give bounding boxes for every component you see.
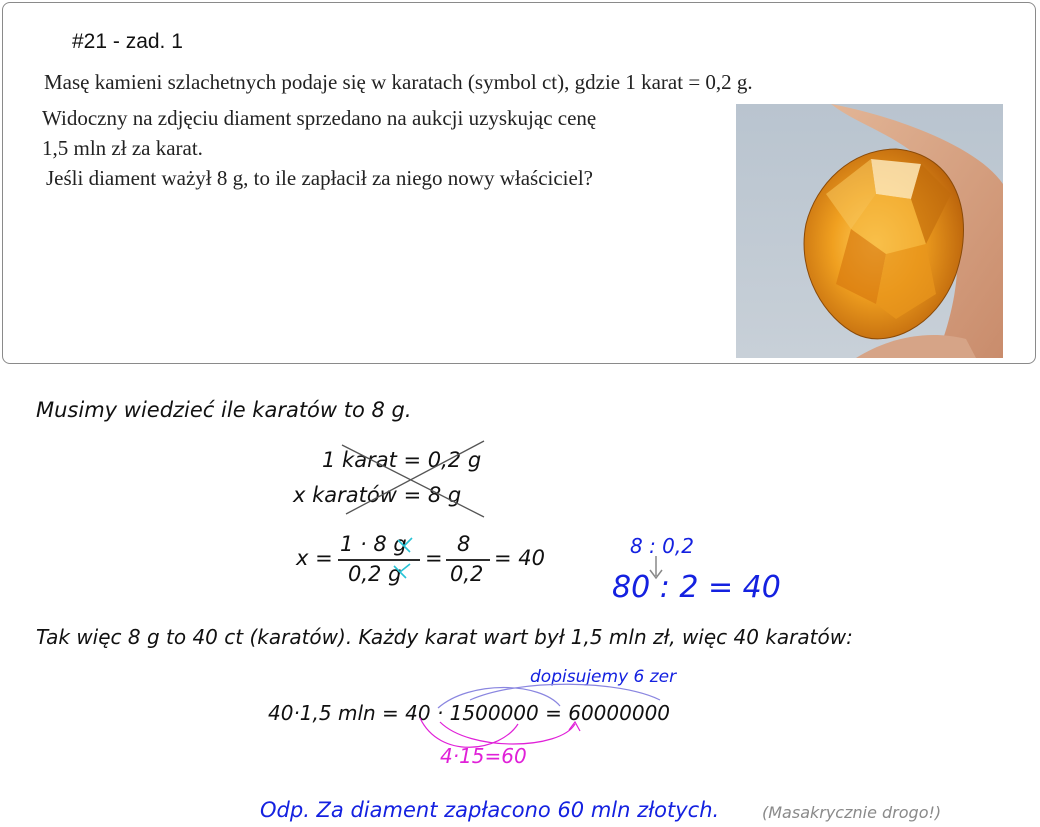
- conclusion-line: Tak więc 8 g to 40 ct (karatów). Każdy karat wart był 1,5 mln zł, więc 40 karatów:: [36, 625, 853, 649]
- note-product: 4·15=60: [440, 744, 527, 768]
- note-six-zeros: dopisujemy 6 zer: [530, 667, 677, 687]
- task-line-4: Jeśli diament ważył 8 g, to ile zapłacił za niego nowy właściciel?: [46, 166, 593, 190]
- side-division-small: 8 : 0,2: [630, 534, 694, 558]
- task-line-2: Widoczny na zdjęciu diament sprzedano na aukcji uzyskując cenę: [42, 106, 597, 130]
- price-calculation: 40·1,5 mln = 40 · 1500000 = 60000000: [268, 701, 671, 725]
- answer-line: Odp. Za diament zapłacono 60 mln złotych.: [260, 798, 720, 822]
- equals-sign: =: [425, 546, 443, 570]
- x-equals: x =: [296, 546, 333, 570]
- side-division-big: 80 : 2 = 40: [612, 570, 781, 605]
- cross-line-2: [346, 441, 484, 514]
- arrow-down-icon: [650, 556, 662, 578]
- cancel-mark-bottom: [394, 564, 410, 578]
- proportion-row-2: x karatów = 8 g: [293, 483, 462, 507]
- solution-intro: Musimy wiedzieć ile karatów to 8 g.: [36, 398, 412, 422]
- product-arc-2: [440, 722, 575, 744]
- proportion-row-1: 1 karat = 0,2 g: [322, 448, 482, 472]
- cancel-mark-top: [398, 538, 412, 552]
- task-line-1: Masę kamieni szlachetnych podaje się w karatach (symbol ct), gdzie 1 karat = 0,2 g.: [44, 70, 753, 94]
- fraction-2-numerator: 8: [457, 532, 471, 556]
- zeros-arc-right: [470, 684, 660, 700]
- task-line-3: 1,5 mln zł za karat.: [42, 136, 203, 160]
- comment-note: (Masakrycznie drogo!): [762, 803, 942, 822]
- product-arc-1: [420, 718, 518, 747]
- fraction-2-denominator: 0,2: [450, 562, 484, 586]
- task-number: #21 - zad. 1: [72, 30, 183, 53]
- result-40: = 40: [494, 546, 545, 570]
- fraction-1-numerator: 1 · 8 g: [340, 532, 407, 556]
- fraction-1-denominator: 0,2 g: [348, 562, 402, 586]
- cross-line-1: [342, 445, 484, 517]
